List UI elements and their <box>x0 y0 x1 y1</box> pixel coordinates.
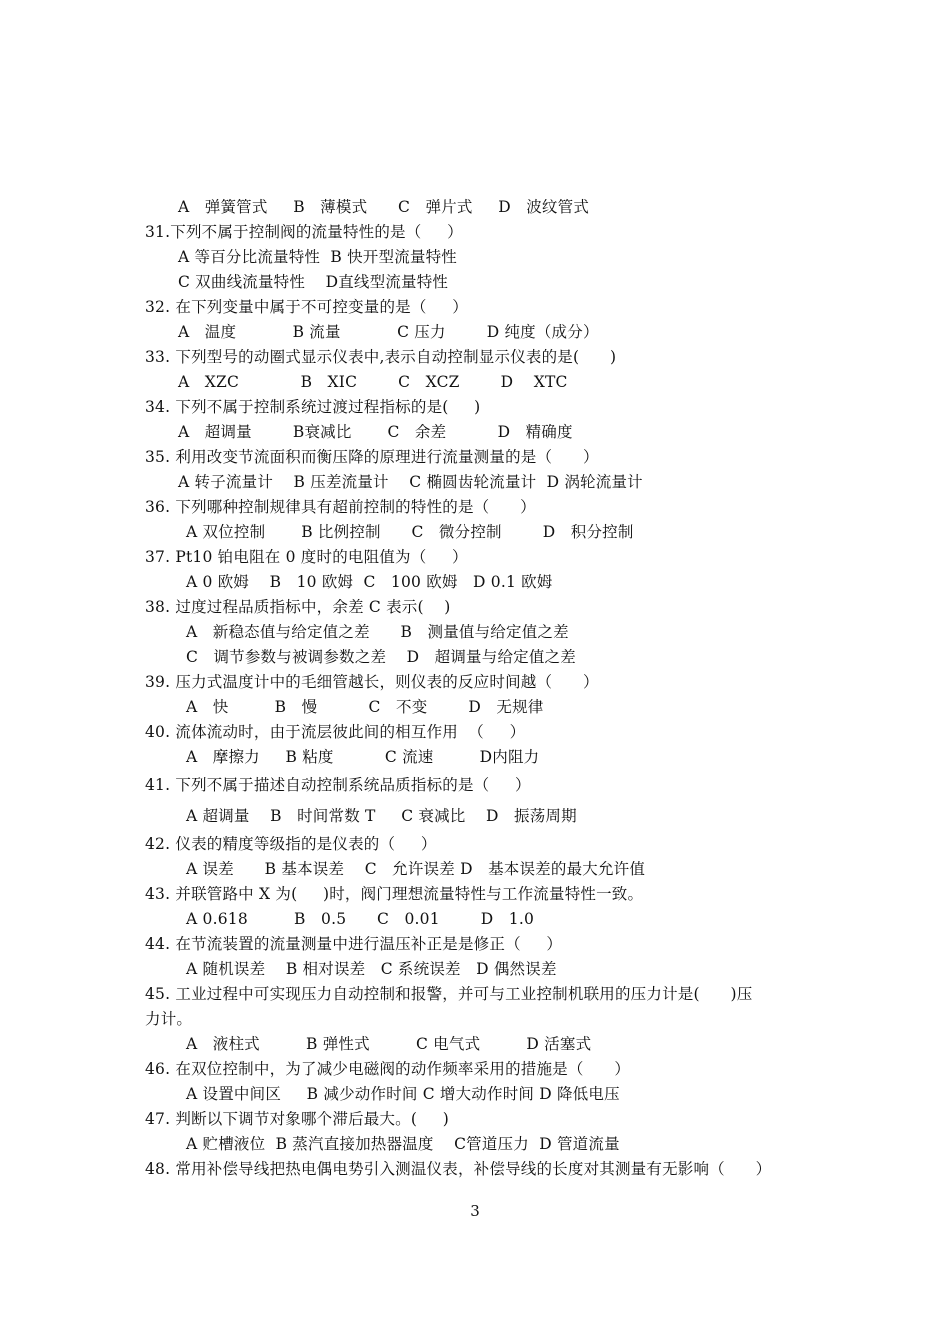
question-line: 46. 在双位控制中，为了减少电磁阀的动作频率采用的措施是（ ） <box>145 1060 631 1078</box>
option-line: A 快 B 慢 C 不变 D 无规律 <box>186 698 544 716</box>
question-line: 力计。 <box>145 1010 193 1028</box>
option-line: A 设置中间区 B 减少动作时间 C 增大动作时间 D 降低电压 <box>186 1085 620 1103</box>
option-line: A 随机误差 B 相对误差 C 系统误差 D 偶然误差 <box>186 960 557 978</box>
option-line: A 新稳态值与给定值之差 B 测量值与给定值之差 <box>186 623 569 641</box>
option-line: A 贮槽液位 B 蒸汽直接加热器温度 C管道压力 D 管道流量 <box>186 1135 620 1153</box>
question-line: 45. 工业过程中可实现压力自动控制和报警，并可与工业控制机联用的压力计是( )压 <box>145 985 753 1003</box>
question-line: 35. 利用改变节流面积而衡压降的原理进行流量测量的是（ ） <box>145 448 599 466</box>
option-line: A 超调量 B 时间常数 T C 衰减比 D 振荡周期 <box>186 807 577 825</box>
option-line: A 摩擦力 B 粘度 C 流速 D内阻力 <box>186 748 540 766</box>
question-line: 40. 流体流动时，由于流层彼此间的相互作用 （ ） <box>145 723 526 741</box>
question-line: 43. 并联管路中 X 为( )时，阀门理想流量特性与工作流量特性一致。 <box>145 885 644 903</box>
question-line: 37. Pt10 铂电阻在 0 度时的电阻值为（ ） <box>145 548 468 566</box>
option-line: A 等百分比流量特性 B 快开型流量特性 <box>178 248 457 266</box>
option-line: A 转子流量计 B 压差流量计 C 椭圆齿轮流量计 D 涡轮流量计 <box>178 473 643 491</box>
option-line: C 调节参数与被调参数之差 D 超调量与给定值之差 <box>186 648 576 666</box>
option-line: A 弹簧管式 B 薄模式 C 弹片式 D 波纹管式 <box>178 198 590 216</box>
option-line: C 双曲线流量特性 D直线型流量特性 <box>178 273 449 291</box>
option-line: A 液柱式 B 弹性式 C 电气式 D 活塞式 <box>186 1035 592 1053</box>
option-line: A 温度 B 流量 C 压力 D 纯度（成分） <box>178 323 599 341</box>
question-line: 44. 在节流装置的流量测量中进行温压补正是是修正（ ） <box>145 935 563 953</box>
option-line: A 误差 B 基本误差 C 允许误差 D 基本误差的最大允许值 <box>186 860 646 878</box>
option-line: A 0 欧姆 B 10 欧姆 C 100 欧姆 D 0.1 欧姆 <box>186 573 553 591</box>
option-line: A XZC B XIC C XCZ D XTC <box>178 373 568 391</box>
option-line: A 0.618 B 0.5 C 0.01 D 1.0 <box>186 910 535 928</box>
question-line: 41. 下列不属于描述自动控制系统品质指标的是（ ） <box>145 776 531 794</box>
question-line: 33. 下列型号的动圈式显示仪表中,表示自动控制显示仪表的是( ) <box>145 348 617 366</box>
question-line: 42. 仪表的精度等级指的是仪表的（ ） <box>145 835 437 853</box>
question-line: 36. 下列哪种控制规律具有超前控制的特性的是（ ） <box>145 498 536 516</box>
question-line: 39. 压力式温度计中的毛细管越长，则仪表的反应时间越（ ） <box>145 673 599 691</box>
page-number: 3 <box>470 1202 480 1220</box>
question-line: 38. 过度过程品质指标中，余差 C 表示( ) <box>145 598 451 616</box>
option-line: A 双位控制 B 比例控制 C 微分控制 D 积分控制 <box>186 523 634 541</box>
question-line: 48. 常用补偿导线把热电偶电势引入测温仪表，补偿导线的长度对其测量有无影响（ ） <box>145 1160 772 1178</box>
question-line: 47. 判断以下调节对象哪个滞后最大。( ) <box>145 1110 450 1128</box>
question-line: 31.下列不属于控制阀的流量特性的是（ ） <box>145 223 463 241</box>
option-line: A 超调量 B衰减比 C 余差 D 精确度 <box>178 423 573 441</box>
question-line: 32. 在下列变量中属于不可控变量的是（ ） <box>145 298 468 316</box>
question-line: 34. 下列不属于控制系统过渡过程指标的是( ) <box>145 398 481 416</box>
